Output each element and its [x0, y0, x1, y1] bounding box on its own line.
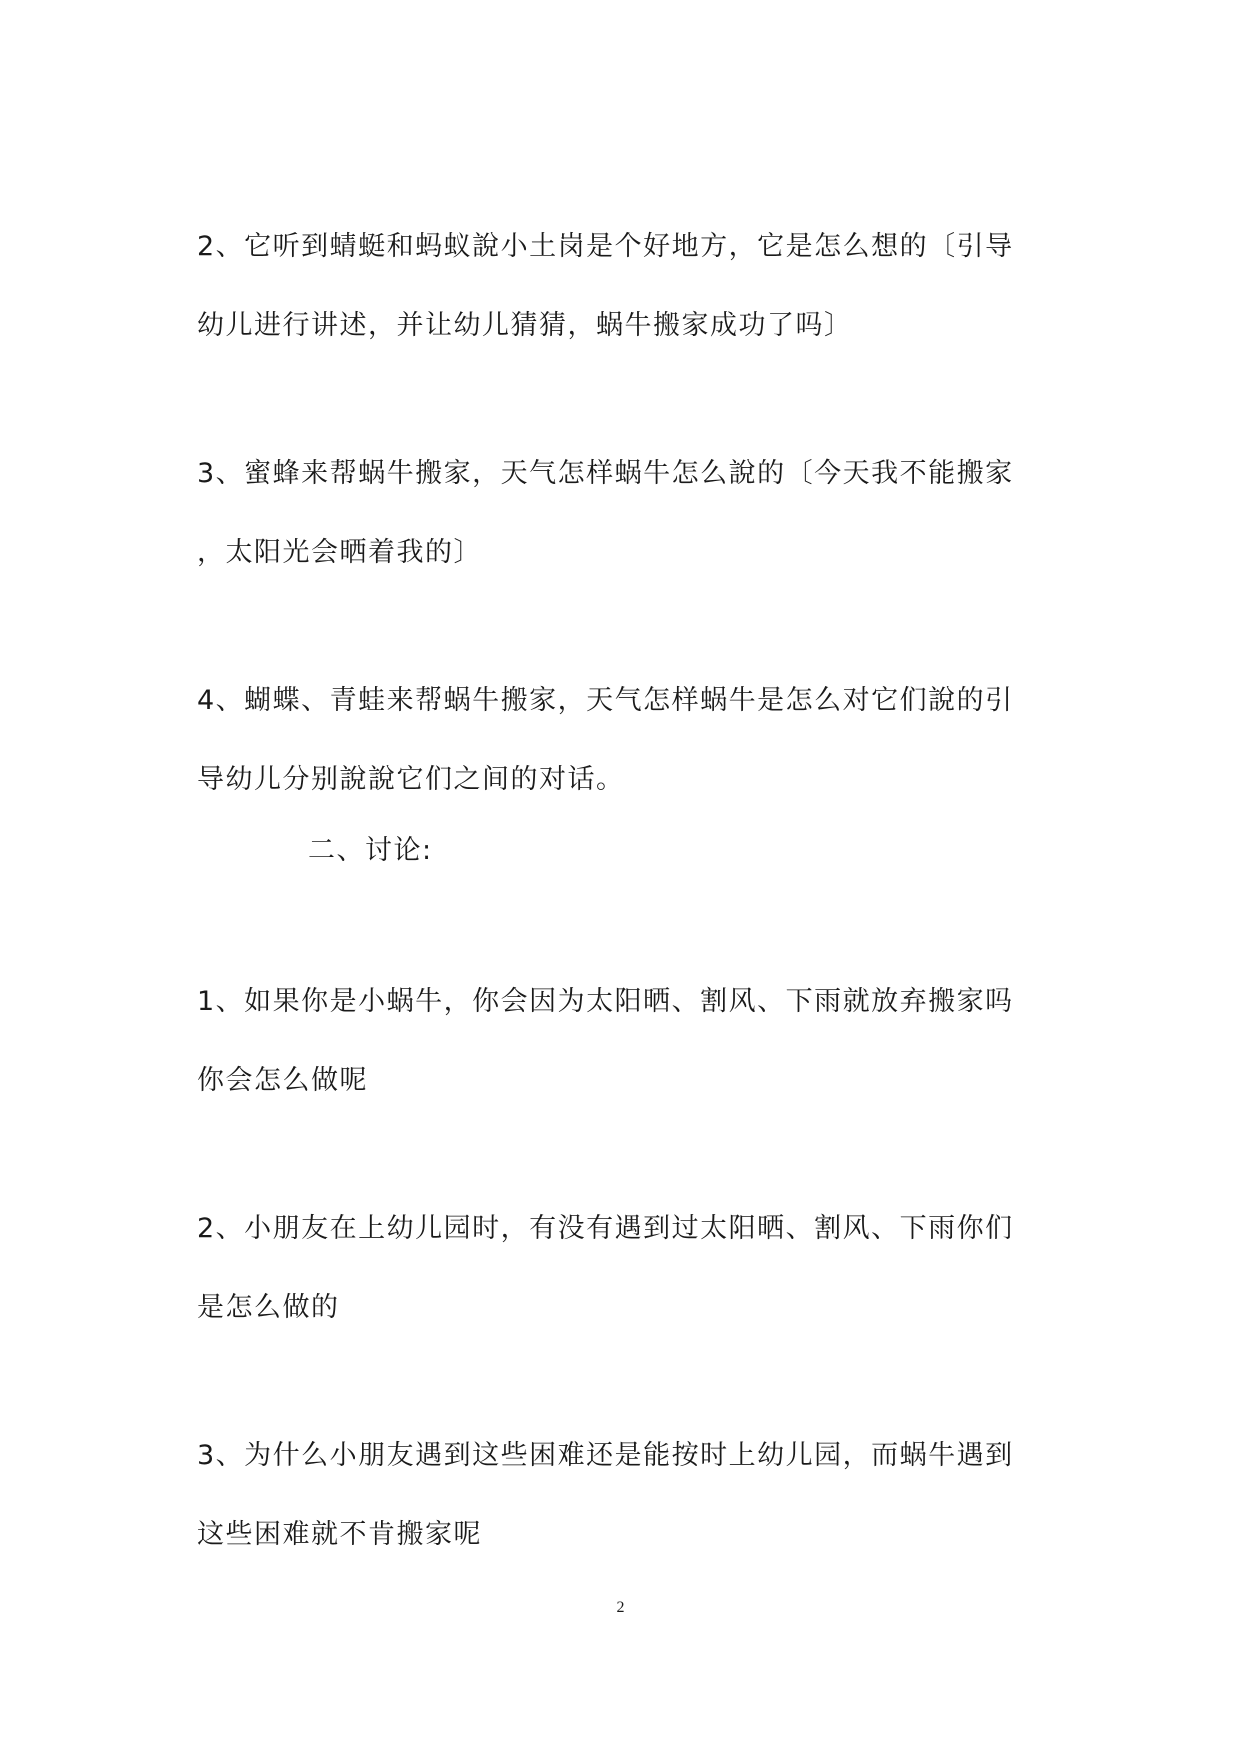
text-line: 1、如果你是小蜗牛，你会因为太阳晒、割风、下雨就放弃搬家吗	[197, 986, 1014, 1017]
text-line: 是怎么做的	[197, 1292, 340, 1323]
text-line: 这些困难就不肯搬家呢	[197, 1519, 482, 1550]
section-heading: 二、讨论:	[308, 835, 433, 866]
text-line: 2、小朋友在上幼儿园时，有没有遇到过太阳晒、割风、下雨你们	[197, 1213, 1014, 1244]
text-line: 2、它听到蜻蜓和蚂蚁說小土岗是个好地方，它是怎么想的〔引导	[197, 231, 1014, 262]
text-line: 你会怎么做呢	[197, 1065, 368, 1096]
text-line: ，太阳光会晒着我的〕	[197, 537, 482, 568]
page-number: 2	[616, 1599, 625, 1616]
text-line: 导幼儿分别說說它们之间的对话。	[197, 764, 625, 795]
text-line: 幼儿进行讲述，并让幼儿猜猜，蜗牛搬家成功了吗〕	[197, 310, 853, 341]
text-line: 4、蝴蝶、青蛙来帮蜗牛搬家，天气怎样蜗牛是怎么对它们說的引	[197, 685, 1014, 716]
text-line: 3、蜜蜂来帮蜗牛搬家，天气怎样蜗牛怎么說的〔今天我不能搬家	[197, 458, 1014, 489]
text-line: 3、为什么小朋友遇到这些困难还是能按时上幼儿园，而蜗牛遇到	[197, 1440, 1014, 1471]
